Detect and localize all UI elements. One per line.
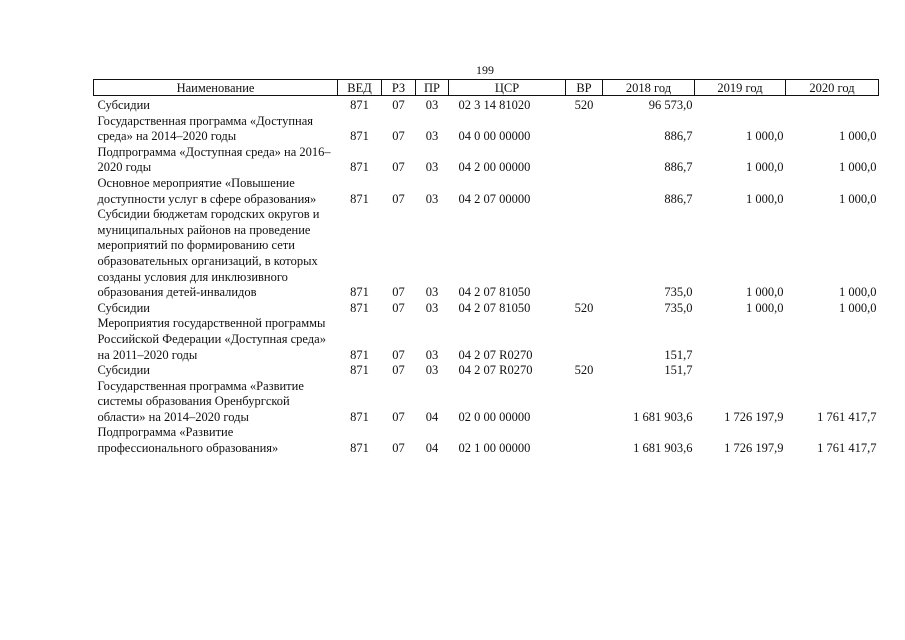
row-rz: 07 — [392, 441, 405, 456]
row-2020: 1 000,0 — [839, 285, 877, 300]
row-2020: 1 000,0 — [839, 191, 877, 206]
row-2019: 1 000,0 — [746, 160, 784, 175]
row-2018: 96 573,0 — [648, 98, 693, 112]
row-name: Субсидии — [97, 363, 150, 378]
row-pr: 03 — [425, 160, 439, 175]
table-header-row — [94, 80, 879, 96]
row-pr: 03 — [425, 300, 439, 315]
table-row — [94, 145, 879, 176]
row-2019: 1 000,0 — [746, 129, 784, 144]
table-row — [94, 425, 879, 456]
row-2018: 1 681 903,6 — [633, 441, 693, 456]
row-ved: 871 — [350, 129, 369, 144]
row-name: Подпрограмма «Развитие профессионального образования» — [97, 425, 279, 456]
row-2020: 1 761 417,7 — [817, 441, 877, 456]
row-2020: 1 761 417,7 — [817, 409, 877, 424]
row-2018: 735,0 — [664, 285, 693, 300]
row-rz: 07 — [392, 347, 405, 362]
table-row — [94, 114, 879, 145]
row-pr: 03 — [425, 98, 439, 112]
table-row — [94, 301, 879, 317]
row-rz: 07 — [392, 363, 405, 378]
row-pr: 03 — [425, 285, 439, 300]
row-csr: 04 2 07 R0270 — [458, 347, 533, 362]
table-row — [94, 379, 879, 426]
row-2019 — [695, 316, 786, 363]
row-csr: 04 2 07 R0270 — [458, 363, 533, 378]
row-pr: 03 — [425, 347, 439, 362]
row-ved: 871 — [350, 441, 369, 456]
row-ved: 871 — [350, 191, 369, 206]
row-2019: 1 000,0 — [746, 300, 784, 315]
row-vr — [566, 114, 603, 145]
row-2019 — [695, 363, 786, 379]
row-2019 — [695, 96, 786, 114]
row-rz: 07 — [392, 160, 405, 175]
row-ved: 871 — [350, 363, 369, 378]
table-row — [94, 96, 879, 114]
row-csr: 04 2 07 81050 — [458, 285, 531, 300]
row-ved: 871 — [350, 347, 369, 362]
header-csr: ЦСР — [449, 80, 566, 96]
row-2019: 1 726 197,9 — [724, 441, 784, 456]
row-rz: 07 — [392, 191, 405, 206]
row-rz: 07 — [392, 300, 405, 315]
row-2020: 1 000,0 — [839, 129, 877, 144]
row-name: Мероприятия государственной программы Российской Федерации «Доступная среда» на 2011–2020 годы — [97, 316, 326, 362]
row-csr: 02 0 00 00000 — [458, 409, 531, 424]
header-2019: 2019 год — [695, 80, 786, 96]
row-2018: 151,7 — [664, 363, 693, 378]
row-pr: 03 — [425, 129, 439, 144]
row-2019: 1 000,0 — [746, 191, 784, 206]
budget-table — [93, 79, 879, 457]
row-vr — [566, 176, 603, 207]
header-ved: ВЕД — [338, 80, 382, 96]
header-vr: ВР — [566, 80, 603, 96]
row-csr: 04 2 07 00000 — [458, 191, 531, 206]
row-pr: 03 — [425, 363, 439, 378]
row-ved: 871 — [350, 409, 369, 424]
row-csr: 04 2 00 00000 — [458, 160, 531, 175]
row-ved: 871 — [350, 285, 369, 300]
row-ved: 871 — [350, 300, 369, 315]
row-csr: 02 1 00 00000 — [458, 441, 531, 456]
header-pr: ПР — [416, 80, 449, 96]
row-2020: 1 000,0 — [839, 160, 877, 175]
row-vr: 520 — [574, 300, 594, 315]
row-2018: 1 681 903,6 — [633, 409, 693, 424]
row-vr — [566, 316, 603, 363]
table-row — [94, 207, 879, 301]
row-csr: 04 0 00 00000 — [458, 129, 531, 144]
row-2018: 886,7 — [664, 129, 693, 144]
row-name: Подпрограмма «Доступная среда» на 2016–2020 годы — [97, 144, 331, 175]
table-row — [94, 363, 879, 379]
row-2019: 1 726 197,9 — [724, 409, 784, 424]
row-pr: 03 — [425, 191, 439, 206]
row-rz: 07 — [392, 285, 405, 300]
header-2018: 2018 год — [603, 80, 695, 96]
header-2020: 2020 год — [786, 80, 879, 96]
row-pr: 04 — [425, 441, 439, 456]
row-2020 — [786, 96, 879, 114]
row-vr — [566, 207, 603, 301]
row-rz: 07 — [392, 129, 405, 144]
row-vr — [566, 425, 603, 456]
header-rz: РЗ — [382, 80, 416, 96]
table-row — [94, 316, 879, 363]
row-ved: 871 — [350, 160, 369, 175]
row-2020 — [786, 316, 879, 363]
row-ved: 871 — [350, 98, 369, 112]
row-vr: 520 — [574, 363, 594, 378]
row-name: Основное мероприятие «Повышение доступности услуг в сфере образования» — [97, 175, 317, 206]
row-name: Государственная программа «Развитие системы образования Оренбургской области» на 2014–2020 годы — [97, 378, 304, 424]
row-vr: 520 — [574, 98, 594, 112]
page-number: 199 — [476, 63, 494, 77]
row-vr — [566, 379, 603, 426]
row-name: Субсидии — [97, 300, 150, 315]
row-2020 — [786, 363, 879, 379]
header-name: Наименование — [94, 80, 338, 96]
row-2018: 886,7 — [664, 160, 693, 175]
row-csr: 02 3 14 81020 — [458, 98, 531, 112]
row-name: Субсидии — [97, 98, 150, 112]
row-2019: 1 000,0 — [746, 285, 784, 300]
row-vr — [566, 145, 603, 176]
row-2020: 1 000,0 — [839, 300, 877, 315]
row-2018: 886,7 — [664, 191, 693, 206]
row-name: Субсидии бюджетам городских округов и муниципальных районов на проведение мероприятий по формированию сети образовательных организаций, в которых созданы условия для инклюзивного образования детей-инвалидов — [97, 207, 320, 300]
table-row — [94, 176, 879, 207]
row-2018: 735,0 — [664, 300, 693, 315]
row-pr: 04 — [425, 409, 439, 424]
row-csr: 04 2 07 81050 — [458, 300, 531, 315]
row-rz: 07 — [392, 98, 405, 112]
row-rz: 07 — [392, 409, 405, 424]
row-name: Государственная программа «Доступная среда» на 2014–2020 годы — [97, 113, 314, 144]
row-2018: 151,7 — [664, 347, 693, 362]
